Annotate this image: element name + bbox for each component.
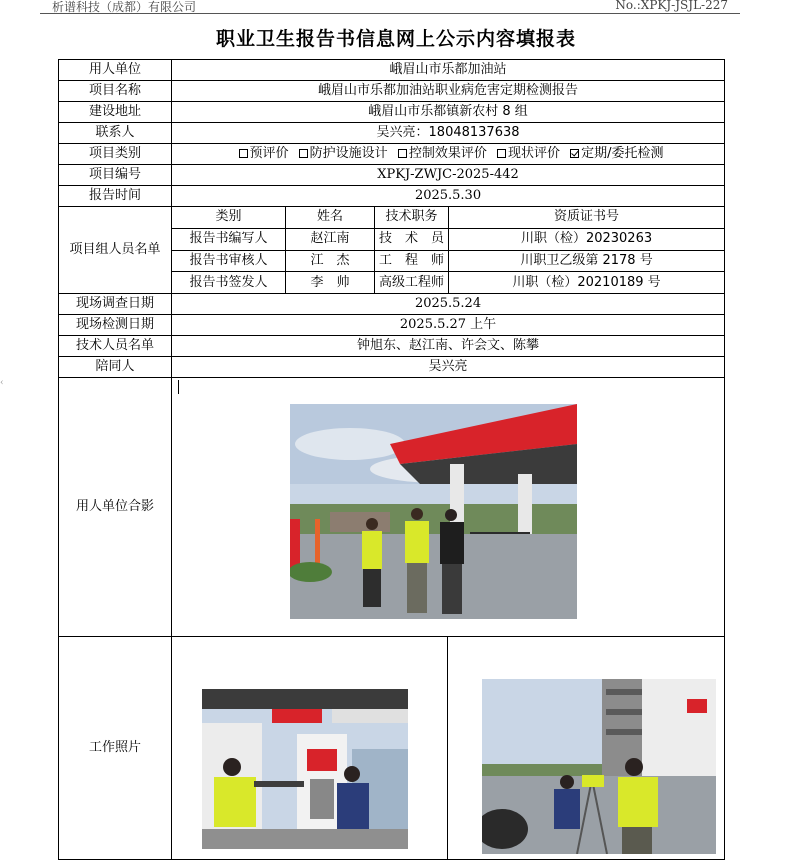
project-no-value[interactable]: XPKJ-ZWJC-2025-442: [172, 165, 725, 186]
option-control-effect[interactable]: 控制效果评价: [392, 146, 487, 161]
escort-label: 陪同人: [59, 357, 172, 378]
row-address: [59, 102, 725, 123]
row-project-name: [59, 81, 725, 102]
member-name[interactable]: 李 帅: [286, 272, 375, 294]
member-cert[interactable]: 川职（检）20210189 号: [449, 272, 725, 294]
member-cert[interactable]: 川职（检）20230263: [449, 228, 725, 250]
option-protection-design[interactable]: 防护设施设计: [293, 146, 388, 161]
work-photo-1-image: [202, 689, 408, 849]
report-time-value[interactable]: 2025.5.30: [172, 186, 725, 207]
survey-date-value[interactable]: 2025.5.24: [172, 294, 725, 315]
member-title[interactable]: 工 程 师: [375, 250, 449, 272]
member-title[interactable]: 技 术 员: [375, 228, 449, 250]
edge-mark-icon: ‹: [0, 378, 4, 388]
row-project-no: [59, 165, 725, 186]
project-no-label: 项目编号: [59, 165, 172, 186]
project-name-label: 项目名称: [59, 81, 172, 102]
work-photos-label: 工作照片: [59, 637, 172, 860]
row-contact: [59, 123, 725, 144]
team-header-title: 技术职务: [375, 207, 449, 229]
employer-label: 用人单位: [59, 60, 172, 81]
team-header-name: 姓名: [286, 207, 375, 229]
option-pre-evaluation[interactable]: 预评价: [233, 146, 289, 161]
text-cursor: [178, 380, 179, 394]
row-technicians: [59, 336, 725, 357]
checkbox-checked-icon[interactable]: [570, 149, 579, 158]
checkbox-icon[interactable]: [398, 149, 407, 158]
option-status-evaluation[interactable]: 现状评价: [491, 146, 560, 161]
member-role: 报告书签发人: [172, 272, 286, 294]
technicians-value[interactable]: 钟旭东、赵江南、许会文、陈攀: [172, 336, 725, 357]
work-photo-cell-1[interactable]: [172, 637, 448, 860]
contact-label: 联系人: [59, 123, 172, 144]
person-middle: [405, 508, 429, 613]
report-time-label: 报告时间: [59, 186, 172, 207]
work-photo-2-image: [482, 679, 716, 854]
company-name: 析谱科技（成都）有限公司: [52, 0, 197, 14]
member-cert[interactable]: 川职卫乙级第 2178 号: [449, 250, 725, 272]
checkbox-icon[interactable]: [299, 149, 308, 158]
header-rule: [40, 13, 740, 14]
option-periodic-detection[interactable]: 定期/委托检测: [564, 146, 663, 161]
contact-value[interactable]: 吴兴亮：18048137638: [172, 123, 725, 144]
project-type-label: 项目类别: [59, 144, 172, 165]
row-survey-date: [59, 294, 725, 315]
group-photo-label: 用人单位合影: [59, 378, 172, 637]
row-project-type: [59, 144, 725, 165]
team-header-cert: 资质证书号: [449, 207, 725, 229]
work-photo-cell-2[interactable]: [448, 637, 725, 860]
row-team-header: [59, 207, 725, 229]
person-left: [362, 518, 382, 607]
row-escort: [59, 357, 725, 378]
checkbox-icon[interactable]: [239, 149, 248, 158]
document-title: 职业卫生报告书信息网上公示内容填报表: [215, 28, 576, 50]
project-type-options: [172, 144, 725, 165]
project-name-value[interactable]: 峨眉山市乐都加油站职业病危害定期检测报告: [172, 81, 725, 102]
group-photo-cell[interactable]: [172, 378, 725, 637]
row-test-date: [59, 315, 725, 336]
team-header-role: 类别: [172, 207, 286, 229]
page-header: [0, 0, 792, 16]
disclosure-form-table: [58, 59, 725, 860]
row-employer: [59, 60, 725, 81]
employer-value[interactable]: 峨眉山市乐都加油站: [172, 60, 725, 81]
row-report-time: [59, 186, 725, 207]
member-role: 报告书编写人: [172, 228, 286, 250]
row-group-photo: [59, 378, 725, 637]
address-label: 建设地址: [59, 102, 172, 123]
group-photo-image: [290, 404, 577, 619]
member-name[interactable]: 江 杰: [286, 250, 375, 272]
survey-date-label: 现场调查日期: [59, 294, 172, 315]
checkbox-icon[interactable]: [497, 149, 506, 158]
team-label: 项目组人员名单: [59, 207, 172, 294]
technicians-label: 技术人员名单: [59, 336, 172, 357]
document-number: No.:XPKJ-JSJL-227: [615, 0, 728, 12]
member-role: 报告书审核人: [172, 250, 286, 272]
test-date-label: 现场检测日期: [59, 315, 172, 336]
member-title[interactable]: 高级工程师: [375, 272, 449, 294]
test-date-value[interactable]: 2025.5.27 上午: [172, 315, 725, 336]
row-work-photos: [59, 637, 725, 860]
member-name[interactable]: 赵江南: [286, 228, 375, 250]
address-value[interactable]: 峨眉山市乐都镇新农村 8 组: [172, 102, 725, 123]
person-right: [440, 509, 464, 614]
escort-value[interactable]: 吴兴亮: [172, 357, 725, 378]
